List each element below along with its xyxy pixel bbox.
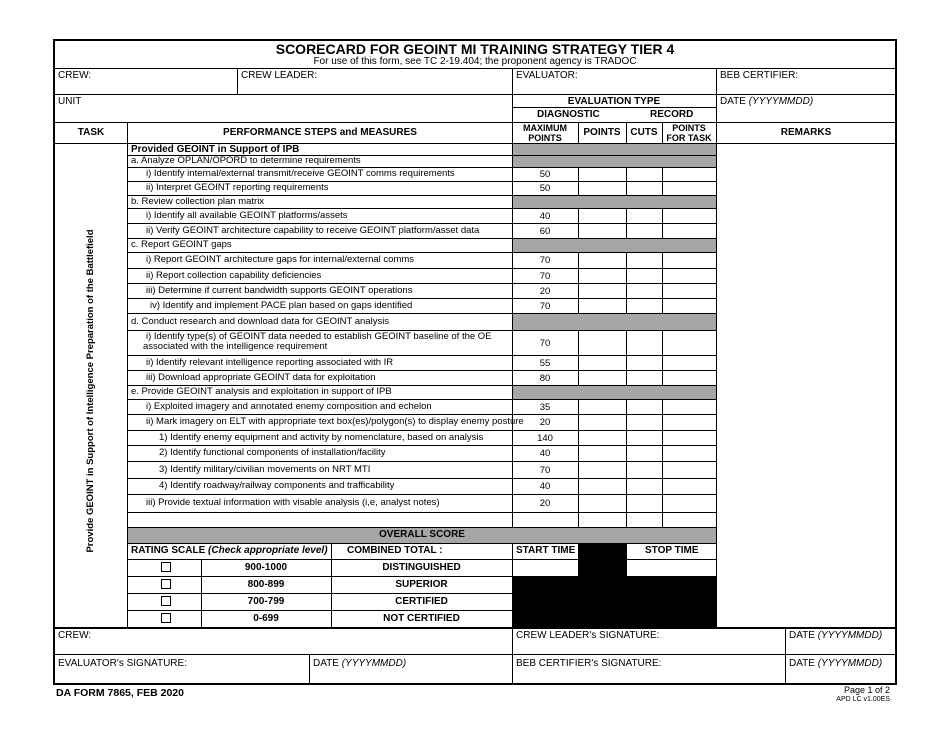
points-cell[interactable] xyxy=(579,168,626,181)
max-points-value: 55 xyxy=(539,358,551,369)
cuts-cell[interactable] xyxy=(627,299,662,313)
max-points-value: 140 xyxy=(537,433,553,444)
form-title: SCORECARD FOR GEOINT MI TRAINING STRATEGY TIER 4 xyxy=(275,41,675,57)
col-max-points: MAXIMUM POINTS xyxy=(523,123,567,143)
step-text: 1) Identify enemy equipment and activity by nomenclature, based on analysis xyxy=(159,432,484,443)
step-text: i) Identify all available GEOINT platforms/assets xyxy=(146,210,348,221)
max-points-value: 40 xyxy=(539,448,551,459)
evaluator-date-field: DATE (YYYYMMDD) xyxy=(313,658,407,669)
crew-label: CREW: xyxy=(58,70,92,81)
beb-certifier-label: BEB CERTIFIER: xyxy=(720,70,799,81)
step-text: ii) Interpret GEOINT reporting requirements xyxy=(146,182,329,193)
col-cuts: CUTS xyxy=(630,127,658,138)
points-for-task-cell[interactable] xyxy=(663,415,716,430)
points-cell[interactable] xyxy=(579,331,626,355)
shaded-cell xyxy=(513,239,716,252)
rating-range: 900-1000 xyxy=(244,562,288,573)
max-points-value: 40 xyxy=(539,211,551,222)
shaded-cell xyxy=(513,386,716,399)
points-for-task-cell[interactable] xyxy=(663,182,716,195)
cuts-cell[interactable] xyxy=(627,446,662,461)
evaluator-label: EVALUATOR: xyxy=(516,70,578,81)
rating-checkbox-not-certified[interactable] xyxy=(161,613,171,623)
max-points-value: 20 xyxy=(539,498,551,509)
page-number: Page 1 of 2 xyxy=(843,685,890,695)
step-text: i) Exploited imagery and annotated enemy composition and echelon xyxy=(146,401,432,412)
step-text: iii) Download appropriate GEOINT data for exploitation xyxy=(146,372,376,383)
points-cell[interactable] xyxy=(579,415,626,430)
points-cell[interactable] xyxy=(579,224,626,238)
rule xyxy=(128,559,716,560)
step-text: c. Report GEOINT gaps xyxy=(131,239,232,250)
max-points-value: 50 xyxy=(539,183,551,194)
cuts-cell[interactable] xyxy=(627,371,662,385)
step-text: iii) Determine if current bandwidth supports GEOINT operations xyxy=(146,285,413,296)
max-points-value: 40 xyxy=(539,481,551,492)
rule xyxy=(128,593,512,594)
rating-label: NOT CERTIFIED xyxy=(383,613,460,624)
rule xyxy=(309,655,310,684)
points-for-task-cell[interactable] xyxy=(663,331,716,355)
max-points-value: 70 xyxy=(539,338,551,349)
points-cell[interactable] xyxy=(579,209,626,223)
rating-range: 800-899 xyxy=(247,579,285,590)
step-text: ii) Identify relevant intelligence reporting associated with IR xyxy=(146,357,394,368)
step-text: ii) Verify GEOINT architecture capability to receive GEOINT platform/asset data xyxy=(146,225,480,236)
points-cell[interactable] xyxy=(579,299,626,313)
step-text: ii) Mark imagery on ELT with appropriate text box(es)/polygon(s) to display enemy posture xyxy=(146,416,524,427)
points-cell[interactable] xyxy=(579,400,626,414)
shaded-cell xyxy=(513,156,716,167)
cuts-cell[interactable] xyxy=(627,415,662,430)
rule xyxy=(128,610,512,611)
rating-label: DISTINGUISHED xyxy=(382,562,461,573)
rating-scale-label: RATING SCALE (Check appropriate level) xyxy=(131,545,328,556)
points-cell[interactable] xyxy=(579,284,626,298)
rule xyxy=(626,543,627,576)
max-points-value: 70 xyxy=(539,465,551,476)
points-cell[interactable] xyxy=(579,479,626,494)
points-for-task-cell[interactable] xyxy=(663,299,716,313)
points-for-task-cell[interactable] xyxy=(663,253,716,268)
points-cell[interactable] xyxy=(579,446,626,461)
cuts-cell[interactable] xyxy=(627,356,662,370)
step-text: 4) Identify roadway/railway components and trafficability xyxy=(159,480,395,491)
points-for-task-cell[interactable] xyxy=(663,269,716,283)
cuts-cell[interactable] xyxy=(627,495,662,512)
cuts-cell[interactable] xyxy=(627,462,662,478)
unit-label: UNIT xyxy=(58,96,82,107)
col-points-for-task: POINTS FOR TASK xyxy=(666,123,712,143)
cuts-cell[interactable] xyxy=(627,284,662,298)
rating-checkbox-certified[interactable] xyxy=(161,596,171,606)
max-points-value: 70 xyxy=(539,271,551,282)
points-cell[interactable] xyxy=(579,182,626,195)
points-for-task-cell[interactable] xyxy=(663,479,716,494)
col-task: TASK xyxy=(77,127,105,138)
rule xyxy=(127,122,128,628)
points-for-task-cell[interactable] xyxy=(663,356,716,370)
crew-leader-signature-label: CREW LEADER's SIGNATURE: xyxy=(516,630,660,641)
cuts-cell[interactable] xyxy=(627,209,662,223)
step-text: 3) Identify military/civilian movements on NRT MTI xyxy=(159,464,371,475)
rule xyxy=(54,122,896,123)
record-label[interactable]: RECORD xyxy=(650,109,694,120)
evaluation-type-label: EVALUATION TYPE xyxy=(567,96,661,107)
blackout-cell xyxy=(579,544,626,576)
points-for-task-cell[interactable] xyxy=(663,209,716,223)
diagnostic-label[interactable]: DIAGNOSTIC xyxy=(537,109,600,120)
cuts-cell[interactable] xyxy=(627,400,662,414)
crew-leader-date-field: DATE (YYYYMMDD) xyxy=(789,630,883,641)
step-text: 2) Identify functional components of installation/facility xyxy=(159,447,386,458)
points-for-task-cell[interactable] xyxy=(663,400,716,414)
rating-label: SUPERIOR xyxy=(395,579,448,590)
step-text: ii) Report collection capability deficiencies xyxy=(146,270,322,281)
form-number: DA FORM 7865, FEB 2020 xyxy=(56,687,184,699)
cuts-cell[interactable] xyxy=(627,331,662,355)
step-text: b. Review collection plan matrix xyxy=(131,196,265,207)
max-points-value: 20 xyxy=(539,286,551,297)
points-cell[interactable] xyxy=(579,431,626,445)
points-for-task-cell[interactable] xyxy=(663,495,716,512)
points-for-task-cell[interactable] xyxy=(663,431,716,445)
evaluator-signature-label: EVALUATOR's SIGNATURE: xyxy=(58,658,187,669)
rule xyxy=(512,628,513,684)
step-text: a. Analyze OPLAN/OPORD to determine requirements xyxy=(131,155,361,166)
max-points-value: 70 xyxy=(539,301,551,312)
points-cell[interactable] xyxy=(579,269,626,283)
form-subtitle: For use of this form, see TC 2-19.404; the proponent agency is TRADOC xyxy=(313,56,637,67)
overall-score-label: OVERALL SCORE xyxy=(379,529,465,540)
date-field: DATE (YYYYMMDD) xyxy=(720,96,814,107)
blackout-cell xyxy=(512,577,717,628)
rating-checkbox-superior[interactable] xyxy=(161,579,171,589)
shaded-cell xyxy=(513,196,716,208)
rating-range: 0-699 xyxy=(253,613,279,624)
step-text: e. Provide GEOINT analysis and exploitation in support of IPB xyxy=(131,386,392,397)
task-name: Provide GEOINT in Support of Intelligence Preparation of the Battlefield xyxy=(85,229,96,553)
col-points: POINTS xyxy=(583,127,621,138)
rule xyxy=(237,68,238,94)
points-cell[interactable] xyxy=(579,371,626,385)
rule xyxy=(716,68,717,628)
step-text: iv) Identify and implement PACE plan based on gaps identified xyxy=(150,300,413,311)
rule xyxy=(128,512,716,513)
rule xyxy=(128,527,716,528)
rating-range: 700-799 xyxy=(247,596,285,607)
rating-checkbox-distinguished[interactable] xyxy=(161,562,171,572)
cuts-cell[interactable] xyxy=(627,168,662,181)
cuts-cell[interactable] xyxy=(627,269,662,283)
step-text: d. Conduct research and download data for GEOINT analysis xyxy=(131,316,390,327)
points-cell[interactable] xyxy=(579,495,626,512)
rule xyxy=(54,627,896,629)
max-points-value: 80 xyxy=(539,373,551,384)
rule xyxy=(785,628,786,684)
points-for-task-cell[interactable] xyxy=(663,462,716,478)
col-steps: PERFORMANCE STEPS and MEASURES xyxy=(223,127,417,138)
points-for-task-cell[interactable] xyxy=(663,284,716,298)
beb-certifier-signature-label: BEB CERTIFIER's SIGNATURE: xyxy=(516,658,662,669)
max-points-value: 50 xyxy=(539,169,551,180)
step-text xyxy=(143,331,492,352)
col-remarks: REMARKS xyxy=(780,127,832,138)
points-for-task-cell[interactable] xyxy=(663,371,716,385)
max-points-value: 60 xyxy=(539,226,551,237)
cuts-cell[interactable] xyxy=(627,253,662,268)
max-points-value: 20 xyxy=(539,417,551,428)
cuts-cell[interactable] xyxy=(627,182,662,195)
section-title: Provided GEOINT in Support of IPB xyxy=(131,144,300,155)
shaded-cell xyxy=(513,314,716,330)
rule xyxy=(128,576,512,577)
points-for-task-cell[interactable] xyxy=(663,446,716,461)
form-version: APD LC v1.00ES xyxy=(836,696,890,703)
cuts-cell[interactable] xyxy=(627,224,662,238)
footer-crew-label: CREW: xyxy=(58,630,92,641)
step-text: i) Report GEOINT architecture gaps for internal/external comms xyxy=(146,254,415,265)
points-cell[interactable] xyxy=(579,253,626,268)
rule xyxy=(54,68,896,69)
step-text: i) Identify internal/external transmit/receive GEOINT comms requirements xyxy=(146,168,455,179)
cuts-cell[interactable] xyxy=(627,431,662,445)
stop-time-label: STOP TIME xyxy=(645,545,699,556)
shaded-cell xyxy=(513,144,716,155)
points-cell[interactable] xyxy=(579,462,626,478)
step-text: iii) Provide textual information with visable analysis (i,e, analyst notes) xyxy=(146,497,440,508)
rating-label: CERTIFIED xyxy=(395,596,448,607)
rule xyxy=(54,94,896,95)
combined-total-label: COMBINED TOTAL : xyxy=(347,545,443,556)
max-points-value: 70 xyxy=(539,255,551,266)
cuts-cell[interactable] xyxy=(627,479,662,494)
beb-certifier-date-field: DATE (YYYYMMDD) xyxy=(789,658,883,669)
points-for-task-cell[interactable] xyxy=(663,224,716,238)
rule xyxy=(128,543,716,544)
max-points-value: 35 xyxy=(539,402,551,413)
start-time-label: START TIME xyxy=(516,545,576,556)
step-text-line: i) Identify type(s) of GEOINT data needed to establish GEOINT baseline of the OE xyxy=(146,331,492,342)
points-cell[interactable] xyxy=(579,356,626,370)
crew-leader-label: CREW LEADER: xyxy=(241,70,318,81)
step-text-line: associated with the intelligence requirement xyxy=(143,341,328,352)
points-for-task-cell[interactable] xyxy=(663,168,716,181)
rule xyxy=(54,654,896,655)
